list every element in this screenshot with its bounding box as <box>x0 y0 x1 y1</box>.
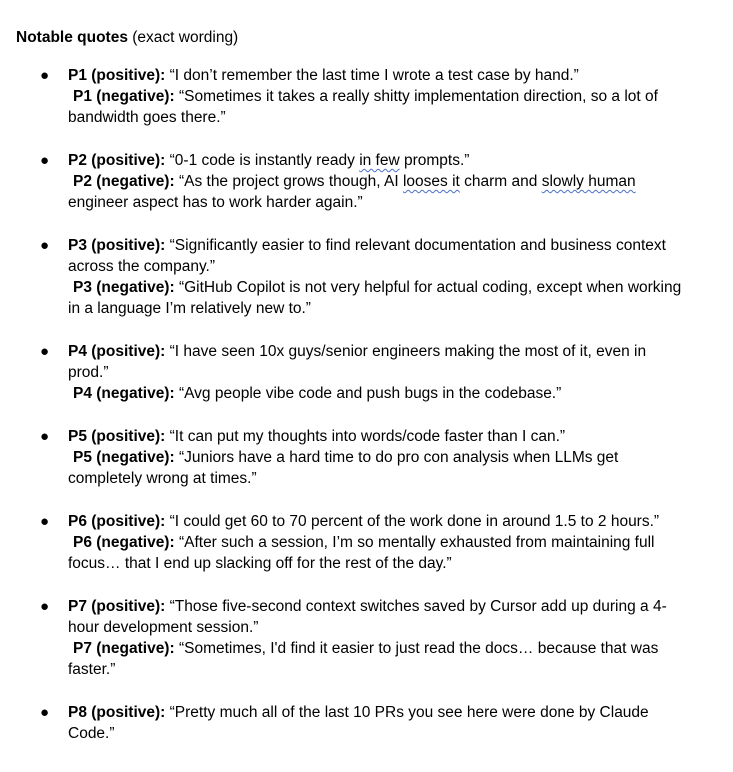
quote-label: P3 (negative): <box>73 279 175 296</box>
quote-negative <box>68 171 690 213</box>
section-heading <box>16 27 706 48</box>
quote-positive <box>68 511 690 532</box>
list-item-p1 <box>16 65 706 128</box>
quote-positive <box>68 65 690 86</box>
bullet-icon: ● <box>40 513 50 530</box>
heading-note: (exact wording) <box>132 29 239 46</box>
bullet-icon: ● <box>40 598 50 615</box>
list-item-p3 <box>16 235 706 319</box>
quote-label: P6 (negative): <box>73 534 175 551</box>
quote-negative <box>68 277 690 319</box>
quote-label: P4 (positive): <box>68 343 166 360</box>
quote-negative <box>68 86 690 128</box>
quote-text: “Pretty much all of the last 10 PRs you see here were done by Claude Code.” <box>68 704 649 742</box>
list-item-p6 <box>16 511 706 574</box>
quote-label: P5 (positive): <box>68 428 166 445</box>
document-body <box>16 27 706 744</box>
quote-positive <box>68 341 690 383</box>
quote-positive <box>68 702 690 744</box>
spellcheck-flag[interactable]: slowly human <box>541 173 636 190</box>
quote-label: P1 (negative): <box>73 88 175 105</box>
quote-text: “Sometimes, I'd find it easier to just read the docs… because that was faster.” <box>68 640 659 678</box>
quote-text-part: charm and <box>459 173 542 190</box>
quote-text: “Juniors have a hard time to do pro con analysis when LLMs get completely wrong at times.” <box>68 449 619 487</box>
quote-label: P2 (positive): <box>68 152 166 169</box>
quote-positive <box>68 150 690 171</box>
quote-positive <box>68 596 690 638</box>
quote-label: P8 (positive): <box>68 704 166 721</box>
quote-text: “I could get 60 to 70 percent of the work done in around 1.5 to 2 hours.” <box>169 513 660 530</box>
quote-text-part: engineer aspect has to work harder again.” <box>68 194 363 211</box>
list-item-p7 <box>16 596 706 680</box>
list-item-p8 <box>16 702 706 744</box>
quote-label: P1 (positive): <box>68 67 166 84</box>
quote-label: P7 (negative): <box>73 640 175 657</box>
quote-text: “I have seen 10x guys/senior engineers making the most of it, even in prod.” <box>68 343 647 381</box>
list-item-p2 <box>16 150 706 213</box>
heading-title: Notable quotes <box>16 29 128 46</box>
list-item-p4 <box>16 341 706 404</box>
bullet-icon: ● <box>40 152 50 169</box>
quote-label: P2 (negative): <box>73 173 175 190</box>
bullet-icon: ● <box>40 428 50 445</box>
quote-label: P5 (negative): <box>73 449 175 466</box>
quote-text: “Significantly easier to find relevant documentation and business context across the company.” <box>68 237 666 275</box>
quote-label: P6 (positive): <box>68 513 166 530</box>
quote-negative <box>68 638 690 680</box>
spellcheck-flag[interactable]: in few <box>359 152 400 169</box>
quotes-list <box>16 65 706 744</box>
quote-text: “I don’t remember the last time I wrote a test case by hand.” <box>169 67 579 84</box>
quote-negative <box>68 532 690 574</box>
quote-label: P3 (positive): <box>68 237 166 254</box>
bullet-icon: ● <box>40 237 50 254</box>
quote-text-part: “As the project grows though, AI <box>178 173 403 190</box>
bullet-icon: ● <box>40 343 50 360</box>
quote-negative <box>68 447 690 489</box>
bullet-icon: ● <box>40 67 50 84</box>
quote-negative <box>68 383 690 404</box>
quote-text: “Those five-second context switches saved by Cursor add up during a 4-hour development session.” <box>68 598 667 636</box>
quote-positive <box>68 426 690 447</box>
quote-text: “Avg people vibe code and push bugs in the codebase.” <box>178 385 562 402</box>
quote-positive <box>68 235 690 277</box>
quote-text-part: prompts.” <box>399 152 470 169</box>
quote-text <box>170 152 470 169</box>
quote-text: “It can put my thoughts into words/code faster than I can.” <box>169 428 566 445</box>
quote-text: “Sometimes it takes a really shitty implementation direction, so a lot of bandwidth goes there.” <box>68 88 658 126</box>
quote-text-part: “0-1 code is instantly ready <box>169 152 360 169</box>
quote-label: P7 (positive): <box>68 598 166 615</box>
spellcheck-flag[interactable]: looses it <box>402 173 460 190</box>
quote-text: “After such a session, I’m so mentally exhausted from maintaining full focus… that I end up slacking off for the rest of the day.” <box>68 534 655 572</box>
list-item-p5 <box>16 426 706 489</box>
quote-text: “GitHub Copilot is not very helpful for actual coding, except when working in a language I’m relatively new to.” <box>68 279 682 317</box>
bullet-icon: ● <box>40 704 50 721</box>
quote-label: P4 (negative): <box>73 385 175 402</box>
